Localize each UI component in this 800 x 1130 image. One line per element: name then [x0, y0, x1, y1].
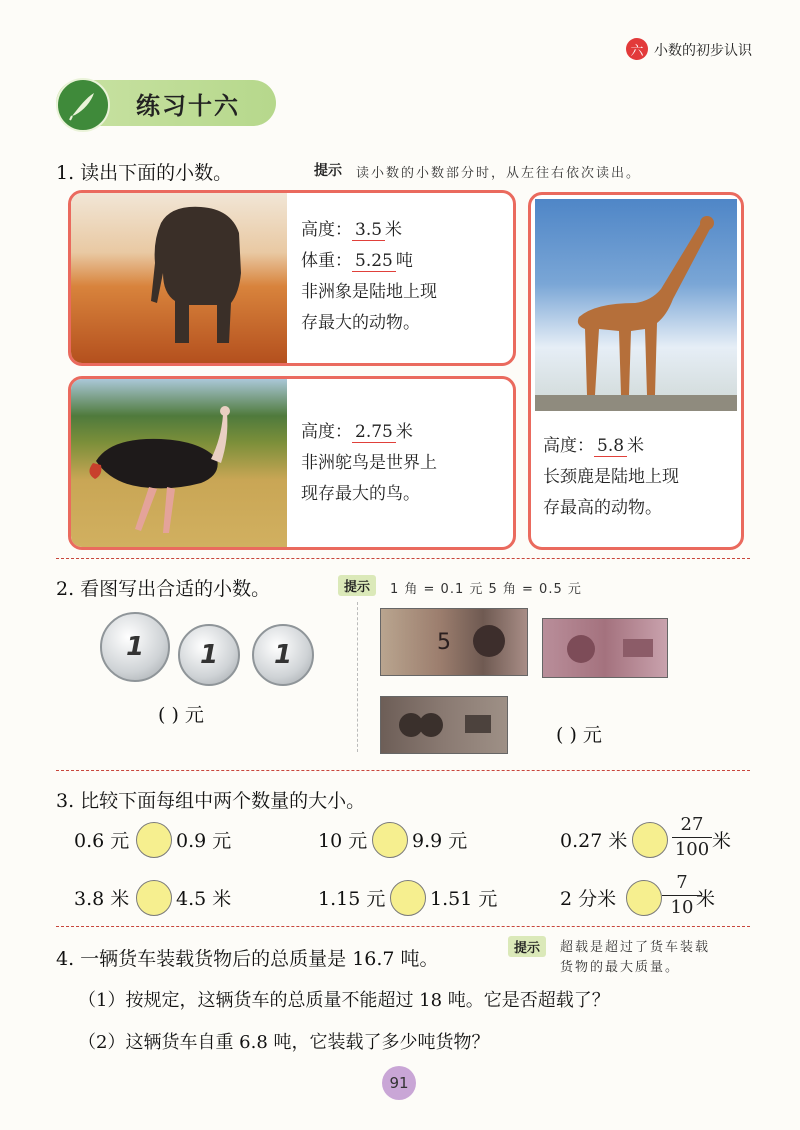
giraffe-height-value: 5.8 — [594, 436, 627, 457]
q4-sub1: （1）按规定，这辆货车的总质量不能超过 18 吨。它是否超载了？ — [78, 990, 610, 1011]
q4-heading: 4. 一辆货车装载货物后的总质量是 16.7 吨。 — [56, 948, 439, 970]
q3-r2-b1: 4.5 米 — [176, 888, 232, 910]
q3-r2-circle-2[interactable] — [390, 880, 426, 916]
chapter-badge: 六 — [626, 38, 648, 60]
q3-r2-fraction: 7 10 — [662, 872, 702, 919]
ostrich-photo — [71, 379, 287, 547]
giraffe-info: 高度： 5.8 米 长颈鹿是陆地上现 存最高的动物。 — [543, 436, 679, 518]
divider-vertical — [357, 602, 358, 752]
q1-heading: 1. 读出下面的小数。 — [56, 162, 233, 184]
q3-r2-circle-1[interactable] — [136, 880, 172, 916]
q3-r1-circle-2[interactable] — [372, 822, 408, 858]
q1-tip-label: 提示 — [314, 163, 342, 179]
elephant-photo — [71, 193, 287, 363]
q3-r1-a1: 0.6 元 — [74, 830, 130, 852]
elephant-info: 高度： 3.5 米 体重： 5.25 吨 非洲象是陆地上现 存最大的动物。 — [301, 220, 437, 333]
one-jiao-note — [380, 696, 508, 754]
q3-heading: 3. 比较下面每组中两个数量的大小。 — [56, 790, 366, 812]
q3-r1-b2: 9.9 元 — [412, 830, 468, 852]
exercise-title: 练习十六 — [136, 92, 240, 120]
q2-answer-left: ( ) 元 — [158, 704, 204, 726]
five-jiao-note — [542, 618, 668, 678]
q2-answer-right: ( ) 元 — [556, 724, 602, 746]
q3-r2-a3: 2 分米 — [560, 888, 617, 910]
q2-tip-label: 提示 — [338, 575, 376, 596]
elephant-weight-value: 5.25 — [352, 251, 396, 272]
giraffe-card — [528, 192, 744, 550]
elephant-height-value: 3.5 — [352, 220, 385, 241]
page-number: 91 — [382, 1066, 416, 1100]
q3-r1-b1: 0.9 元 — [176, 830, 232, 852]
ostrich-info: 高度： 2.75 米 非洲鸵鸟是世界上 现存最大的鸟。 — [301, 422, 437, 504]
q3-r2-b2: 1.51 元 — [430, 888, 498, 910]
one-yuan-coin-1: 1 — [100, 612, 170, 682]
five-yuan-note — [380, 608, 528, 676]
q3-r1-a3: 0.27 米 — [560, 830, 628, 852]
elephant-card — [68, 190, 516, 366]
ostrich-height-value: 2.75 — [352, 422, 396, 443]
q4-tip-label: 提示 — [508, 936, 546, 957]
q3-r1-circle-1[interactable] — [136, 822, 172, 858]
q3-r1-fraction: 27 100 — [672, 814, 712, 861]
q4-tip-text: 超载是超过了货车装载 货物的最大质量。 — [560, 940, 711, 975]
q3-r2-a1: 3.8 米 — [74, 888, 130, 910]
q3-r2-circle-3[interactable] — [626, 880, 662, 916]
q3-r1-a2: 10 元 — [318, 830, 368, 852]
ostrich-card — [68, 376, 516, 550]
feather-pen-icon — [56, 78, 110, 132]
q2-tip-text: 1 角 = 0.1 元 5 角 = 0.5 元 — [390, 582, 582, 597]
giraffe-photo — [535, 199, 737, 411]
one-yuan-coin-2: 1 — [178, 624, 240, 686]
q3-r2-unit3: 米 — [696, 888, 716, 910]
svg-text:5: 5 — [437, 630, 451, 655]
q4-sub2: （2）这辆货车自重 6.8 吨，它装载了多少吨货物？ — [78, 1032, 490, 1053]
q1-tip-text: 读小数的小数部分时，从左往右依次读出。 — [356, 166, 642, 181]
one-yuan-coin-3: 1 — [252, 624, 314, 686]
divider-2 — [56, 770, 750, 771]
q3-r2-a2: 1.15 元 — [318, 888, 386, 910]
divider-1 — [56, 558, 750, 559]
q3-r1-unit3: 米 — [712, 830, 732, 852]
q3-r1-circle-3[interactable] — [632, 822, 668, 858]
divider-3 — [56, 926, 750, 927]
q2-heading: 2. 看图写出合适的小数。 — [56, 578, 271, 600]
chapter-title: 小数的初步认识 — [654, 43, 752, 59]
